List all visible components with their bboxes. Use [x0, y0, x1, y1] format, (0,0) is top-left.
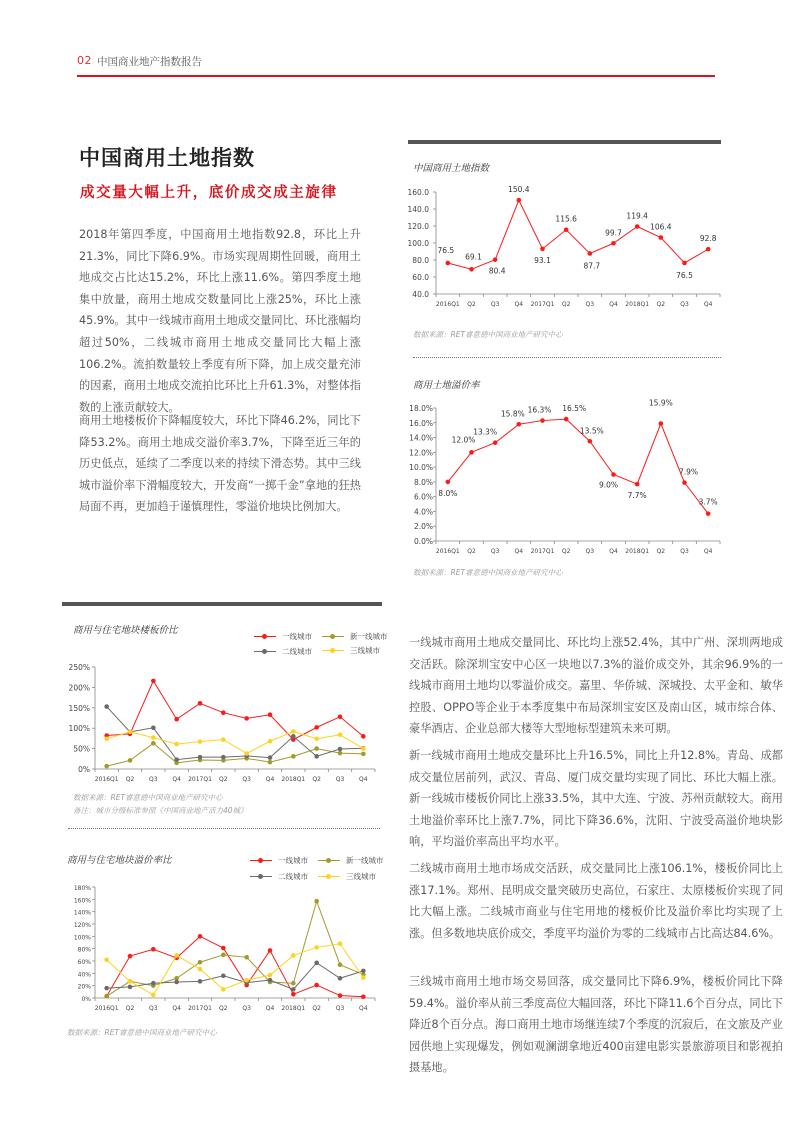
dotted-divider	[68, 828, 380, 829]
chart-source: 数据来源：RET睿意德中国商业地产研究中心	[73, 793, 223, 802]
svg-text:Q3: Q3	[335, 1005, 345, 1012]
svg-text:2.0%: 2.0%	[413, 522, 433, 532]
svg-text:160.0: 160.0	[407, 188, 429, 197]
svg-text:0%: 0%	[81, 996, 91, 1003]
line-chart-floor-price-ratio	[55, 660, 385, 785]
legend-marker-icon	[318, 857, 340, 865]
svg-text:76.5: 76.5	[676, 270, 693, 280]
svg-text:Q4: Q4	[265, 1005, 275, 1012]
svg-text:Q2: Q2	[656, 301, 666, 308]
chart-title-premium-ratio: 商用与住宅地块溢价率比	[67, 855, 172, 866]
legend-item-tier3	[322, 645, 380, 656]
svg-text:76.5: 76.5	[437, 245, 455, 255]
svg-text:2016Q1: 2016Q1	[435, 548, 460, 555]
svg-text:200%: 200%	[68, 683, 90, 693]
svg-text:13.5%: 13.5%	[579, 426, 604, 436]
svg-text:Q2: Q2	[312, 1005, 321, 1012]
svg-text:Q4: Q4	[172, 776, 181, 783]
svg-text:16.0%: 16.0%	[409, 418, 433, 428]
svg-text:40%: 40%	[77, 971, 91, 979]
legend-label: 三线城市	[346, 872, 376, 881]
svg-text:99.7: 99.7	[605, 228, 622, 238]
svg-text:Q4: Q4	[609, 301, 618, 308]
svg-text:80%: 80%	[77, 946, 91, 954]
report-title: 中国商业地产指数报告	[97, 56, 202, 68]
svg-text:Q2: Q2	[656, 548, 666, 555]
svg-text:Q3: Q3	[149, 1005, 158, 1012]
svg-text:Q3: Q3	[242, 776, 251, 783]
legend-item-tier1	[250, 855, 308, 866]
chart-source: 数据来源：RET睿意德中国商业地产研究中心	[67, 1028, 217, 1037]
svg-text:119.4: 119.4	[626, 211, 648, 221]
section-title: 中国商用土地指数	[79, 145, 255, 170]
svg-text:115.6: 115.6	[555, 214, 577, 224]
svg-text:Q2: Q2	[561, 301, 571, 308]
svg-text:40.0: 40.0	[412, 290, 429, 299]
svg-text:106.4: 106.4	[650, 222, 672, 232]
svg-text:180%: 180%	[73, 885, 91, 892]
svg-text:Q4: Q4	[359, 776, 368, 783]
svg-text:140.0: 140.0	[407, 205, 429, 214]
svg-text:80.0: 80.0	[412, 256, 429, 265]
line-chart-premium-ratio	[55, 880, 385, 1020]
chart-title-land-index: 中国商用土地指数	[413, 163, 490, 174]
line-chart-premium-rate	[400, 398, 730, 560]
legend-marker-icon	[254, 648, 276, 656]
legend-item-tier2	[254, 646, 312, 657]
svg-text:Q3: Q3	[585, 301, 595, 308]
chart-header-bar	[408, 140, 721, 144]
svg-text:Q4: Q4	[609, 548, 618, 555]
svg-text:18.0%: 18.0%	[409, 404, 433, 413]
dotted-divider	[413, 357, 721, 358]
svg-text:2018Q1: 2018Q1	[625, 301, 650, 308]
legend-label: 三线城市	[350, 646, 380, 655]
svg-text:2018Q1: 2018Q1	[281, 776, 306, 783]
svg-text:4.0%: 4.0%	[413, 507, 433, 517]
svg-text:13.3%: 13.3%	[473, 427, 498, 437]
legend-label: 新一线城市	[350, 632, 388, 641]
svg-text:2017Q1: 2017Q1	[530, 548, 555, 555]
svg-text:80.4: 80.4	[488, 266, 506, 276]
body-paragraph: 商用土地楼板价下降幅度较大，环比下降46.2%，同比下降53.2%。商用土地成交溢价率3.7%，下降至近三年的历史低点，延续了二季度以来的持续下滑态势。其中三线城市溢价率下滑幅度较大，开发商“一掷千金”拿地的狂热局面不再，更加趋于谨慎理性，零溢价地块比例加大。	[79, 414, 361, 514]
svg-text:Q4: Q4	[359, 1005, 368, 1012]
svg-text:10.0%: 10.0%	[409, 463, 433, 473]
chart-source: 数据来源：RET睿意德中国商业地产研究中心	[413, 330, 563, 339]
body-paragraph: 三线城市商用土地市场交易回落，成交量同比下降6.9%，楼板价同比下降59.4%。溢价率从前三季度高位大幅回落，环比下降11.6个百分点，同比下降近8个百分点。海口商用土地市场继连续7个季度的沉寂后，在文旅及产业园供地上实现爆发，例如观澜湖拿地近400亩建电影实景旅游项目和影视拍摄基地。	[409, 975, 783, 1075]
chart-title-premium-rate: 商用土地溢价率	[413, 380, 480, 391]
svg-text:2016Q1: 2016Q1	[435, 301, 460, 308]
legend-label: 二线城市	[278, 872, 308, 881]
svg-text:Q2: Q2	[467, 548, 476, 555]
svg-text:8.0%: 8.0%	[438, 488, 458, 498]
svg-text:Q4: Q4	[514, 301, 524, 308]
svg-text:Q4: Q4	[265, 776, 275, 783]
svg-text:15.8%: 15.8%	[500, 409, 525, 419]
svg-text:Q3: Q3	[335, 776, 345, 783]
svg-text:2018Q1: 2018Q1	[281, 1005, 306, 1012]
chart-note: 备注：城市分级标准参照《中国商业地产活力40城》	[73, 806, 248, 815]
svg-text:6.0%: 6.0%	[413, 492, 433, 502]
svg-text:93.1: 93.1	[534, 255, 551, 265]
svg-text:87.7: 87.7	[583, 261, 601, 271]
legend-marker-icon	[322, 647, 344, 655]
svg-text:Q3: Q3	[149, 776, 158, 783]
body-paragraph: 2018年第四季度，中国商用土地指数92.8，环比上升21.3%，同比下降6.9%。市场实现周期性回暖，商用土地成交占比达15.2%，环比上涨11.6%。第四季度土地集中放量，商用土地成交数量同比上涨25%，环比上涨45.9%。其中一线城市商用土地成交量同比、环比涨幅均超过50%，二线城市商用土地成交量同比大幅上涨106.2%。流拍数量较上季度有所下降，加上成交量充沛的因素，商用土地成交流拍比环比上升61.3%，对整体指数的上涨贡献较大。	[79, 228, 361, 414]
chart-source: 数据来源：RET睿意德中国商业地产研究中心	[413, 568, 563, 577]
svg-text:69.1: 69.1	[465, 252, 482, 262]
page-number: 02	[77, 54, 92, 67]
legend-label: 二线城市	[282, 647, 312, 656]
legend-item-tier1	[254, 631, 312, 642]
svg-text:Q3: Q3	[490, 548, 500, 555]
svg-text:Q2: Q2	[312, 776, 321, 783]
svg-text:7.9%: 7.9%	[678, 467, 699, 477]
svg-text:Q2: Q2	[219, 776, 228, 783]
svg-text:Q4: Q4	[703, 301, 713, 308]
svg-text:Q3: Q3	[242, 1005, 251, 1012]
svg-text:Q4: Q4	[703, 548, 713, 555]
legend-label: 一线城市	[278, 856, 308, 865]
chart-header-bar	[62, 602, 382, 606]
body-paragraph: 一线城市商用土地成交量同比、环比均上涨52.4%，其中广州、深圳两地成交活跃。除深圳宝安中心区一块地以7.3%的溢价成交外，其余96.9%的一线城市商用土地均以零溢价成交。嘉里、华侨城、深城投、太平金和、敏华控股、OPPO等企业于本季度集中布局深圳宝安区及南山区，城市综合体、豪华酒店、企业总部大楼等大型地标型建筑未来可期。	[409, 636, 783, 736]
line-chart-land-index	[400, 180, 730, 310]
svg-text:100.0: 100.0	[407, 239, 429, 248]
svg-text:14.0%: 14.0%	[409, 433, 433, 443]
svg-text:2017Q1: 2017Q1	[530, 301, 555, 308]
legend-marker-icon	[254, 633, 276, 641]
svg-text:120%: 120%	[73, 922, 91, 929]
svg-text:12.0%: 12.0%	[409, 448, 433, 458]
svg-text:0%: 0%	[78, 765, 90, 774]
svg-text:120.0: 120.0	[407, 222, 429, 231]
svg-text:9.0%: 9.0%	[598, 480, 619, 490]
svg-text:16.3%: 16.3%	[527, 405, 552, 415]
legend-marker-icon	[322, 633, 344, 641]
legend-label: 新一线城市	[346, 856, 384, 865]
svg-text:Q3: Q3	[680, 301, 689, 308]
legend-item-new-tier1	[318, 855, 384, 866]
svg-text:15.9%: 15.9%	[648, 398, 673, 408]
svg-text:2017Q1: 2017Q1	[188, 1005, 212, 1012]
svg-text:7.7%: 7.7%	[627, 491, 647, 501]
svg-text:Q2: Q2	[125, 776, 135, 783]
body-paragraph: 二线城市商用土地市场成交活跃，成交量同比上涨106.1%，楼板价同比上涨17.1%。郑州、昆明成交量突破历史高位，石家庄、太原楼板价实现了同比大幅上涨。二线城市商业与住宅用地的楼板价比及溢价率比均实现了上涨。但多数地块底价成交，季度平均溢价为零的二线城市占比高达84.6%。	[409, 862, 783, 940]
svg-text:140%: 140%	[73, 909, 91, 917]
svg-text:Q2: Q2	[219, 1005, 228, 1012]
svg-text:100%: 100%	[73, 934, 91, 942]
svg-text:Q4: Q4	[172, 1005, 181, 1012]
svg-text:250%: 250%	[68, 663, 90, 672]
header-divider	[77, 75, 715, 77]
svg-text:60.0: 60.0	[412, 273, 429, 282]
svg-text:Q3: Q3	[680, 548, 689, 555]
chart-title-floor-price-ratio: 商用与住宅地块楼板价比	[73, 625, 178, 636]
svg-text:2016Q1: 2016Q1	[94, 1005, 119, 1012]
svg-text:Q2: Q2	[561, 548, 571, 555]
svg-text:16.5%: 16.5%	[562, 404, 587, 414]
svg-text:100%: 100%	[68, 724, 90, 734]
svg-text:Q2: Q2	[467, 301, 476, 308]
body-paragraph: 新一线城市商用土地成交量环比上升16.5%，同比上升12.8%。青岛、成都成交量位居前列，武汉、青岛、厦门成交量均实现了同比、环比大幅上涨。新一线城市楼板价同比上涨33.5%，其中大连、宁波、苏州贡献较大。商用土地溢价率环比上涨7.7%，同比下降36.6%，沈阳、宁波受高溢价地块影响，平均溢价率高出平均水平。	[409, 749, 783, 849]
svg-text:Q2: Q2	[125, 1005, 135, 1012]
svg-text:2016Q1: 2016Q1	[94, 776, 119, 783]
svg-text:12.0%: 12.0%	[451, 435, 476, 445]
svg-text:150.4: 150.4	[508, 185, 530, 195]
svg-text:2017Q1: 2017Q1	[188, 776, 212, 783]
svg-text:3.7%: 3.7%	[698, 497, 718, 507]
legend-item-new-tier1	[322, 631, 388, 642]
svg-text:60%: 60%	[77, 959, 91, 966]
svg-text:92.8: 92.8	[699, 234, 717, 244]
svg-text:20%: 20%	[77, 983, 91, 991]
svg-text:150%: 150%	[68, 703, 90, 713]
legend-marker-icon	[250, 857, 272, 865]
svg-text:0.0%: 0.0%	[413, 537, 433, 546]
svg-text:160%: 160%	[73, 897, 91, 905]
svg-text:8.0%: 8.0%	[413, 477, 433, 487]
svg-text:Q3: Q3	[585, 548, 595, 555]
section-subtitle: 成交量大幅上升，底价成交成主旋律	[80, 185, 338, 201]
svg-text:50%: 50%	[73, 744, 90, 754]
svg-text:2018Q1: 2018Q1	[625, 548, 650, 555]
legend-label: 一线城市	[282, 632, 312, 641]
svg-text:Q4: Q4	[514, 548, 524, 555]
svg-text:Q3: Q3	[490, 301, 500, 308]
